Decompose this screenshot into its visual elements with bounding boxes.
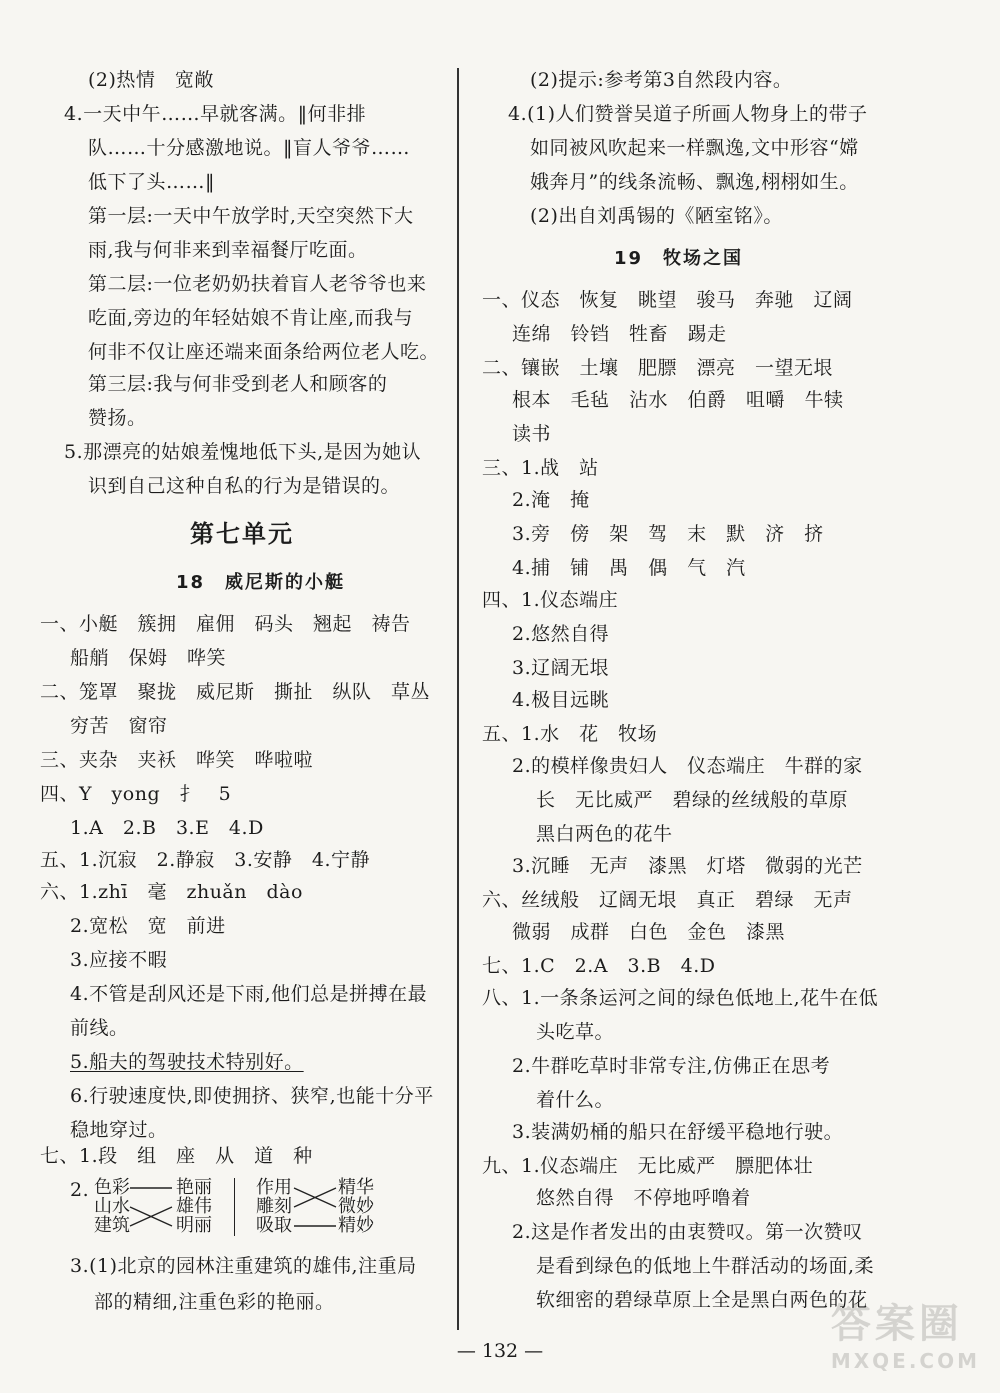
match-left-b [176, 1178, 212, 1235]
match-item: 精妙 [338, 1215, 374, 1236]
text-line: 穷苦 窗帘 [70, 715, 168, 737]
text-line: (2)热情 宽敞 [88, 69, 214, 91]
text-line: 识到自己这种自私的行为是错误的。 [88, 475, 401, 497]
text-line: 软细密的碧绿草原上全是黑白两色的花 [536, 1289, 868, 1311]
text-line: 2.的模样像贵妇人 仪态端庄 牛群的家 [512, 755, 863, 777]
lesson-18-title: 18 威尼斯的小艇 [176, 572, 346, 593]
text-line: 稳地穿过。 [70, 1119, 168, 1141]
text-line: 3.(1)北京的园林注重建筑的雄伟,注重局 [70, 1255, 417, 1277]
text-line-underlined: 5.船夫的驾驶技术特别好。 [70, 1051, 304, 1073]
match-separator [234, 1178, 235, 1236]
watermark-url: MXQE.COM [830, 1349, 980, 1373]
match-item: 山水 [94, 1196, 130, 1217]
text-line: 4.不管是刮风还是下雨,他们总是拼搏在最 [70, 983, 428, 1005]
text-line: 3.装满奶桶的船只在舒缓平稳地行驶。 [512, 1121, 844, 1143]
text-line: 五、1.水 花 牧场 [482, 723, 658, 745]
text-line: 3.辽阔无垠 [512, 657, 610, 679]
text-line: 2.这是作者发出的由衷赞叹。第一次赞叹 [512, 1221, 863, 1243]
watermark-title: 答案圈 [830, 1301, 963, 1347]
text-line: 着什么。 [536, 1089, 615, 1111]
match-item: 作用 [256, 1177, 292, 1198]
text-line: 雨,我与何非来到幸福餐厅吃面。 [88, 239, 368, 261]
text-line: 三、1.战 站 [482, 457, 599, 479]
text-line: 娥奔月”的线条流畅、飘逸,栩栩如生。 [530, 171, 859, 193]
text-line: (2)出自刘禹锡的《陋室铭》。 [530, 205, 783, 227]
match-right-a [256, 1178, 292, 1235]
match-lines-left [128, 1178, 174, 1236]
text-line: 一、仪态 恢复 眺望 骏马 奔驰 辽阔 [482, 289, 853, 311]
text-line: 吃面,旁边的年轻姑娘不肯让座,而我与 [88, 307, 414, 329]
text-line: 读书 [512, 423, 552, 445]
text-line: 何非不仅让座还端来面条给两位老人吃。 [88, 341, 440, 363]
watermark-logo [831, 1292, 980, 1373]
match-item: 微妙 [338, 1196, 374, 1217]
match-item: 雕刻 [256, 1196, 292, 1217]
text-line: 四、Y yong 扌 5 [40, 783, 232, 805]
text-line: 4.一天中午……早就客满。‖何非排 [64, 103, 367, 125]
match-lines-right [292, 1178, 338, 1236]
text-line: 1.A 2.B 3.E 4.D [70, 817, 264, 839]
text-line: 6.行驶速度快,即使拥挤、狭窄,也能十分平 [70, 1085, 434, 1107]
match-item: 艳丽 [176, 1177, 212, 1198]
text-line: 5.那漂亮的姑娘羞愧地低下头,是因为她认 [64, 441, 422, 463]
match-item: 色彩 [94, 1177, 130, 1198]
text-line: 一、小艇 簇拥 雇佣 码头 翘起 祷告 [40, 613, 411, 635]
text-line: 船艄 保姆 哗笑 [70, 647, 227, 669]
text-line: 赞扬。 [88, 407, 147, 429]
text-line: 九、1.仪态端庄 无比威严 膘肥体壮 [482, 1155, 814, 1177]
match-right-b [338, 1178, 374, 1235]
match-item: 明丽 [176, 1215, 212, 1236]
text-line: 第三层:我与何非受到老人和顾客的 [88, 373, 388, 395]
match-item: 吸取 [256, 1215, 292, 1236]
match-item: 雄伟 [176, 1196, 212, 1217]
page-number: — 132 — [456, 1340, 544, 1362]
text-line: 4.捕 铺 禺 偶 气 汽 [512, 557, 746, 579]
match-item: 建筑 [94, 1215, 130, 1236]
text-line: (2)提示:参考第3自然段内容。 [530, 69, 793, 91]
text-line: 八、1.一条条运河之间的绿色低地上,花牛在低 [482, 987, 879, 1009]
text-line: 如同被风吹起来一样飘逸,文中形容“嫦 [530, 137, 859, 159]
text-line: 二、笼罩 聚拢 威尼斯 撕扯 纵队 草丛 [40, 681, 431, 703]
text-line: 第二层:一位老奶奶扶着盲人老爷爷也来 [88, 273, 427, 295]
lesson-19-title: 19 牧场之国 [614, 248, 744, 269]
text-line: 部的精细,注重色彩的艳丽。 [94, 1291, 335, 1313]
text-line: 4.(1)人们赞誉吴道子所画人物身上的带子 [508, 103, 868, 125]
text-line: 三、夹杂 夹袄 哗笑 哗啦啦 [40, 749, 314, 771]
match-left-a [94, 1178, 130, 1235]
text-line: 是看到绿色的低地上牛群活动的场面,柔 [536, 1255, 875, 1277]
text-line: 六、1.zhī 毫 zhuǎn dào [40, 881, 303, 903]
match-prefix: 2. [70, 1179, 90, 1201]
text-line: 黑白两色的花牛 [536, 823, 673, 845]
text-line: 低下了头……‖ [88, 171, 216, 193]
text-line: 队……十分感激地说。‖盲人爷爷…… [88, 137, 411, 159]
column-divider [457, 68, 459, 1330]
text-line: 2.宽松 宽 前进 [70, 915, 226, 937]
unit-title: 第七单元 [190, 520, 294, 548]
text-line: 3.应接不暇 [70, 949, 168, 971]
text-line: 长 无比威严 碧绿的丝绒般的草原 [536, 789, 849, 811]
text-line: 第一层:一天中午放学时,天空突然下大 [88, 205, 414, 227]
text-line: 六、丝绒般 辽阔无垠 真正 碧绿 无声 [482, 889, 853, 911]
match-item: 精华 [338, 1177, 374, 1198]
text-line: 悠然自得 不停地呼噜着 [536, 1187, 751, 1209]
text-line: 2.牛群吃草时非常专注,仿佛正在思考 [512, 1055, 831, 1077]
text-line: 四、1.仪态端庄 [482, 589, 619, 611]
text-line: 七、1.段 组 座 从 道 种 [40, 1145, 313, 1167]
text-line: 根本 毛毡 沾水 伯爵 咀嚼 牛犊 [512, 389, 844, 411]
text-line: 3.沉睡 无声 漆黑 灯塔 微弱的光芒 [512, 855, 863, 877]
text-line: 2.淹 掩 [512, 489, 590, 511]
text-line: 4.极目远眺 [512, 689, 610, 711]
text-line: 2.悠然自得 [512, 623, 610, 645]
text-line: 七、1.C 2.A 3.B 4.D [482, 955, 716, 977]
text-line: 二、镶嵌 土壤 肥膘 漂亮 一望无垠 [482, 357, 834, 379]
text-line: 前线。 [70, 1017, 129, 1039]
text-line: 连绵 铃铛 牲畜 踢走 [512, 323, 727, 345]
text-line: 五、1.沉寂 2.静寂 3.安静 4.宁静 [40, 849, 371, 871]
text-line: 3.旁 傍 架 驾 末 默 济 挤 [512, 523, 824, 545]
text-line: 头吃草。 [536, 1021, 615, 1043]
text-line: 微弱 成群 白色 金色 漆黑 [512, 921, 786, 943]
